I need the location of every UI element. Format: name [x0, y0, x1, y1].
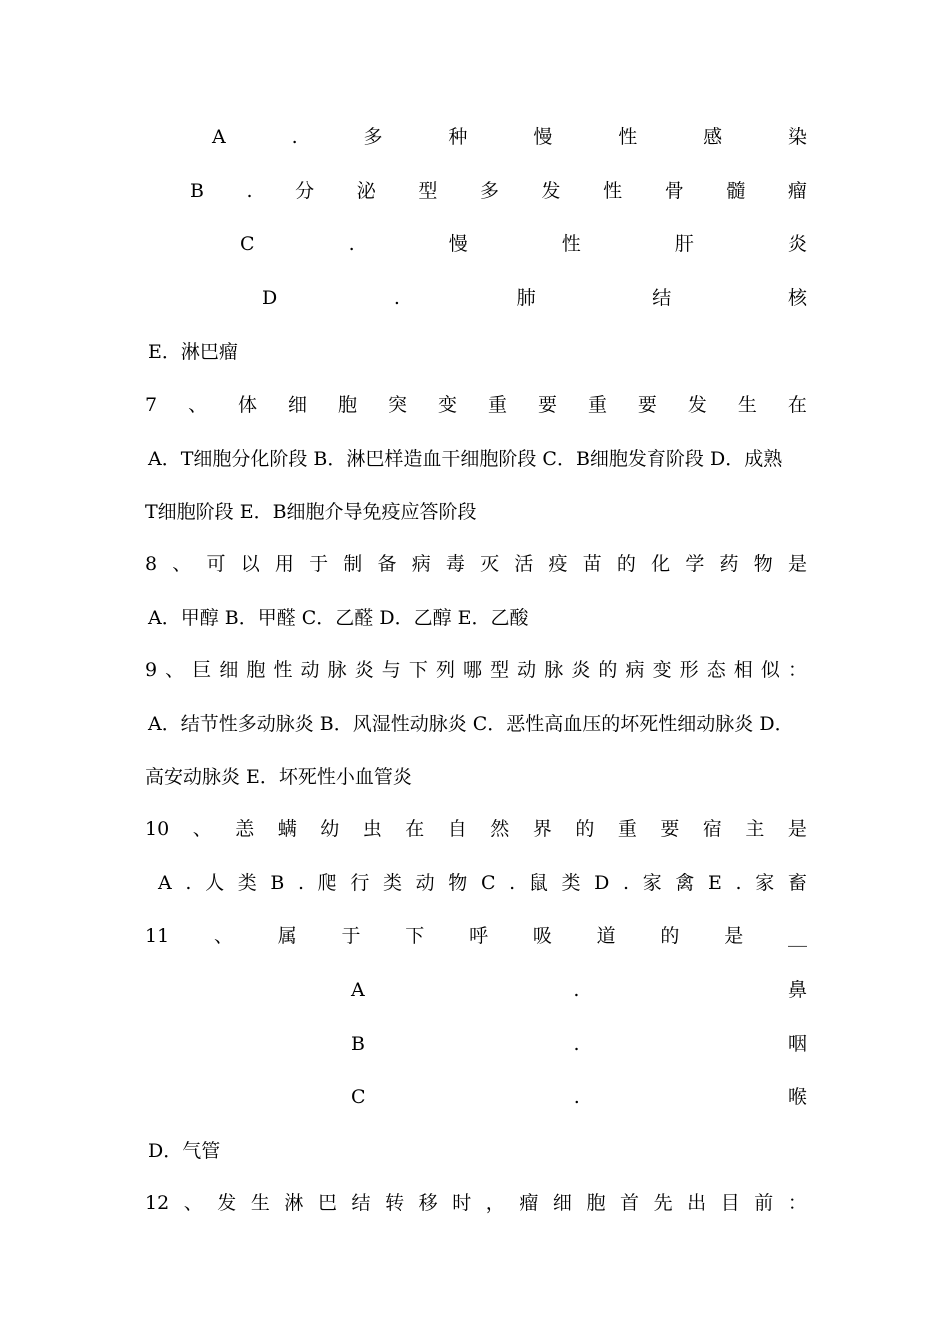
text-token: 禽 — [675, 872, 695, 894]
text-token: 人 — [205, 872, 225, 894]
text-token: 于 — [341, 925, 361, 947]
text-token: B — [270, 872, 285, 894]
text-token: 学 — [685, 553, 705, 575]
text-token: 哪 — [463, 659, 483, 681]
text-token: 移 — [418, 1192, 438, 1214]
text-token: 胞 — [246, 659, 266, 681]
text-token: 制 — [343, 553, 363, 575]
text-token: 要 — [660, 818, 680, 840]
text-token: 畜 — [787, 872, 807, 894]
text-token: 生 — [250, 1192, 270, 1214]
text-token: 、 — [188, 394, 208, 416]
text-token: 动 — [415, 872, 435, 894]
text-token: . — [509, 872, 516, 894]
text-token: 列 — [435, 659, 455, 681]
text-token: 要 — [537, 394, 557, 416]
text-token: __ — [787, 925, 807, 947]
text-token: B — [190, 180, 204, 202]
text-token: 结 — [351, 1192, 371, 1214]
text-token: 结 — [652, 287, 672, 309]
text-token: 多 — [479, 180, 499, 202]
text-token: 泌 — [356, 180, 376, 202]
text-token: 、 — [213, 925, 233, 947]
text-token: 的 — [598, 659, 618, 681]
question-line — [145, 921, 807, 951]
text-token: 生 — [737, 394, 757, 416]
text-token: 相 — [733, 659, 753, 681]
text-token: 10 — [145, 818, 170, 840]
text-token: 慢 — [533, 126, 553, 148]
text-token: 界 — [532, 818, 552, 840]
text-token: 虫 — [362, 818, 382, 840]
text-token: 发 — [687, 394, 707, 416]
text-token: 类 — [561, 872, 581, 894]
text-token: 呼 — [469, 925, 489, 947]
option-line — [262, 283, 807, 313]
text-token: 用 — [274, 553, 294, 575]
text-token: 先 — [653, 1192, 673, 1214]
text-token: 是 — [787, 553, 807, 575]
text-token: 体 — [238, 394, 258, 416]
text-token: 恙 — [235, 818, 255, 840]
text-token: A — [351, 979, 365, 1001]
text-token: 物 — [753, 553, 773, 575]
text-token: 骨 — [664, 180, 684, 202]
text-token: 巨 — [192, 659, 212, 681]
text-token: 胞 — [586, 1192, 606, 1214]
text-token: 肝 — [674, 233, 694, 255]
text-token: 发 — [217, 1192, 237, 1214]
text-token: 重 — [487, 394, 507, 416]
text-token: 下 — [408, 659, 428, 681]
option-line: A．T细胞分化阶段 B．淋巴样造血干细胞阶段 C．B细胞发育阶段 D．成熟 — [148, 448, 783, 470]
text-token: 的 — [660, 925, 680, 947]
text-token: 物 — [448, 872, 468, 894]
text-token: 重 — [587, 394, 607, 416]
text-token: . — [291, 126, 298, 148]
question-line — [145, 1188, 807, 1218]
text-token: 备 — [377, 553, 397, 575]
option-line: T细胞阶段 E．B细胞介导免疫应答阶段 — [145, 501, 477, 523]
text-token: 自 — [447, 818, 467, 840]
text-token: 可 — [206, 553, 226, 575]
text-token: . — [393, 287, 400, 309]
question-line — [145, 814, 807, 844]
text-token: 苗 — [582, 553, 602, 575]
text-token: . — [623, 872, 630, 894]
text-token: 脉 — [327, 659, 347, 681]
text-token: . — [297, 872, 305, 894]
option-line — [351, 975, 807, 1005]
text-token: 性 — [561, 233, 581, 255]
text-token: 种 — [448, 126, 468, 148]
text-token: C — [351, 1086, 366, 1108]
text-token: 7 — [145, 394, 158, 416]
text-token: ： — [787, 1192, 807, 1214]
text-token: 疫 — [548, 553, 568, 575]
text-token: 炎 — [354, 659, 374, 681]
text-token: 性 — [603, 180, 623, 202]
text-token: 的 — [575, 818, 595, 840]
text-token: 以 — [240, 553, 260, 575]
text-token: 型 — [490, 659, 510, 681]
option-line: A．甲醇 B．甲醛 C．乙醛 D．乙醇 E．乙酸 — [148, 607, 529, 629]
text-token: 染 — [787, 126, 807, 148]
text-token: 细 — [219, 659, 239, 681]
text-token: 分 — [295, 180, 315, 202]
text-token: 、 — [165, 659, 185, 681]
text-token: 爬 — [317, 872, 337, 894]
text-token: 目 — [720, 1192, 740, 1214]
text-token: 髓 — [726, 180, 746, 202]
text-token: 、 — [172, 553, 192, 575]
text-token: 性 — [618, 126, 638, 148]
text-token: A — [212, 126, 226, 148]
text-token: 重 — [617, 818, 637, 840]
text-token: 灭 — [480, 553, 500, 575]
text-token: 慢 — [448, 233, 468, 255]
text-token: 是 — [787, 818, 807, 840]
text-token: . — [573, 1086, 580, 1108]
text-token: 家 — [755, 872, 775, 894]
text-token: 多 — [363, 126, 383, 148]
question-line — [145, 549, 807, 579]
text-token: 动 — [300, 659, 320, 681]
text-token: 、 — [183, 1192, 203, 1214]
text-token: 幼 — [320, 818, 340, 840]
text-token: . — [735, 872, 742, 894]
text-token: 螨 — [277, 818, 297, 840]
question-line — [145, 655, 807, 685]
text-token: 炎 — [787, 233, 807, 255]
text-token: 型 — [418, 180, 438, 202]
text-token: 态 — [706, 659, 726, 681]
text-token: 属 — [277, 925, 297, 947]
text-token: 在 — [787, 394, 807, 416]
text-token: . — [573, 1033, 580, 1055]
text-token: 性 — [273, 659, 293, 681]
text-token: 转 — [385, 1192, 405, 1214]
text-token: ， — [485, 1192, 505, 1214]
text-token: 于 — [309, 553, 329, 575]
text-token: 胞 — [338, 394, 358, 416]
text-token: 类 — [237, 872, 257, 894]
text-token: 宿 — [702, 818, 722, 840]
text-token: 首 — [620, 1192, 640, 1214]
text-token: 核 — [787, 287, 807, 309]
text-token: 要 — [637, 394, 657, 416]
text-token: 细 — [552, 1192, 572, 1214]
option-line: E．淋巴瘤 — [148, 341, 238, 363]
option-line — [351, 1082, 807, 1112]
text-token: 咽 — [787, 1033, 807, 1055]
text-token: . — [573, 979, 580, 1001]
text-token: 变 — [652, 659, 672, 681]
text-token: 、 — [192, 818, 212, 840]
text-token: 病 — [411, 553, 431, 575]
question-line — [145, 390, 807, 420]
text-token: 活 — [514, 553, 534, 575]
text-token: 病 — [625, 659, 645, 681]
option-line: 高安动脉炎 E．坏死性小血管炎 — [145, 766, 412, 788]
text-token: 药 — [719, 553, 739, 575]
option-line: A．结节性多动脉炎 B．风湿性动脉炎 C．恶性高血压的坏死性细动脉炎 D． — [148, 713, 794, 735]
text-token: 突 — [388, 394, 408, 416]
text-token: E — [708, 872, 722, 894]
text-token: 淋 — [284, 1192, 304, 1214]
text-token: 出 — [687, 1192, 707, 1214]
text-token: 的 — [616, 553, 636, 575]
text-token: 鼠 — [528, 872, 548, 894]
option-line — [158, 868, 807, 898]
text-token: 瘤 — [519, 1192, 539, 1214]
text-token: 在 — [405, 818, 425, 840]
text-token: 前 — [754, 1192, 774, 1214]
text-token: A — [158, 872, 172, 894]
text-token: 发 — [541, 180, 561, 202]
text-token: 脉 — [544, 659, 564, 681]
text-token: D — [262, 287, 278, 309]
text-token: 8 — [145, 553, 158, 575]
text-token: . — [246, 180, 253, 202]
text-token: . — [348, 233, 355, 255]
text-token: 变 — [437, 394, 457, 416]
text-token: C — [480, 872, 496, 894]
text-token: 家 — [642, 872, 662, 894]
text-token: 炎 — [571, 659, 591, 681]
option-line — [240, 229, 807, 259]
text-token: 肺 — [516, 287, 536, 309]
text-token: 感 — [703, 126, 723, 148]
text-token: 下 — [405, 925, 425, 947]
text-token: 是 — [724, 925, 744, 947]
text-token: 瘤 — [787, 180, 807, 202]
text-token: 鼻 — [787, 979, 807, 1001]
text-token: 类 — [382, 872, 402, 894]
text-token: 时 — [452, 1192, 472, 1214]
text-token: 9 — [145, 659, 158, 681]
text-token: 然 — [490, 818, 510, 840]
text-token: 吸 — [532, 925, 552, 947]
text-token: 道 — [596, 925, 616, 947]
text-token: ： — [787, 659, 807, 681]
text-token: 动 — [517, 659, 537, 681]
text-token: 细 — [288, 394, 308, 416]
option-line — [212, 122, 807, 152]
text-token: . — [185, 872, 192, 894]
text-token: 毒 — [445, 553, 465, 575]
text-token: 喉 — [787, 1086, 807, 1108]
text-token: 与 — [381, 659, 401, 681]
text-token: C — [240, 233, 255, 255]
option-line: D．气管 — [148, 1140, 221, 1162]
text-token: 化 — [651, 553, 671, 575]
text-token: 主 — [745, 818, 765, 840]
text-token: 形 — [679, 659, 699, 681]
text-token: D — [594, 872, 610, 894]
text-token: 11 — [145, 925, 170, 947]
text-token: 行 — [350, 872, 370, 894]
text-token: 巴 — [317, 1192, 337, 1214]
option-line — [190, 176, 807, 206]
text-token: B — [351, 1033, 365, 1055]
text-token: 12 — [145, 1192, 170, 1214]
text-token: 似 — [760, 659, 780, 681]
option-line — [351, 1029, 807, 1059]
